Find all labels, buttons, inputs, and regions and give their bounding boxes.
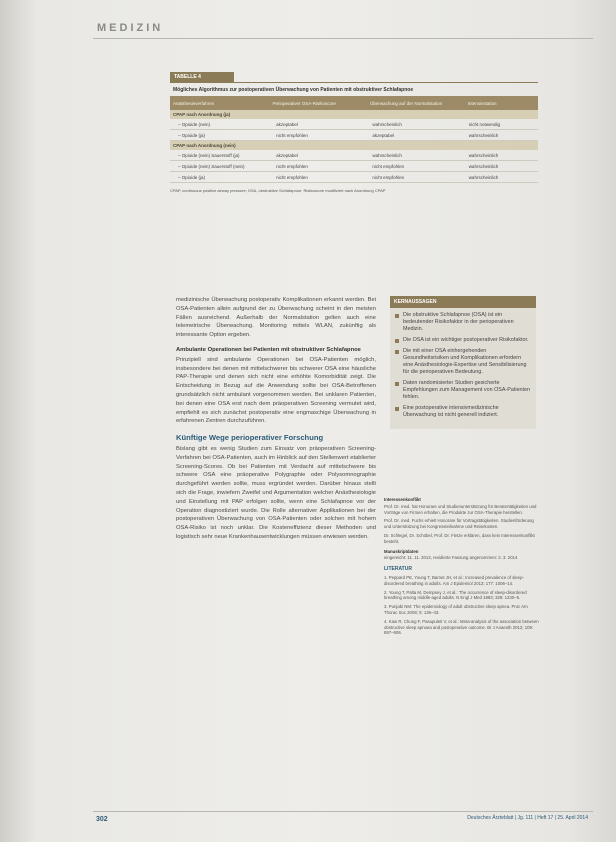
table-col-header: Überwachung auf der Normalstation — [370, 100, 443, 106]
manuscript-dates: eingereicht: 11. 11. 2013, revidierte Fassung angenommen: 2. 3. 2014 — [384, 555, 518, 561]
section-header: MEDIZIN — [97, 22, 164, 34]
table-cell: wahrscheinlich — [468, 152, 499, 158]
table-row — [170, 161, 538, 172]
table-group-label: CPAP nach Anordnung (nein) — [170, 141, 538, 150]
table-title: Mögliches Algorithmus zur postoperativen Überwachung von Patienten mit obstruktiver Schlafapnoe — [170, 82, 538, 96]
notes-column — [384, 493, 540, 639]
table-cell: – Opioide (ja) — [178, 132, 206, 138]
list-item: Eine postoperative intensivmedizinische Überwachung ist nicht generell indiziert. — [395, 405, 532, 419]
table-cell: nicht empfohlen — [372, 163, 405, 169]
table-row — [170, 172, 538, 183]
table-footnote: CPAP, continuous positive airway pressure; OSA, obstruktive Schlafapnoe; Risikoscore modifiziert nach Anordnung CPAP — [170, 188, 386, 193]
conflict-text: Dr. Schlegel, Dr. Schöbel, Prof. Dr. Fietze erklären, dass kein Interessenkonflikt besteht. — [384, 532, 535, 544]
table-cell: – Opioide (nein) — [178, 121, 211, 127]
footer-rule — [93, 811, 593, 812]
table-cell: wahrscheinlich — [372, 152, 402, 158]
table-cell: wahrscheinlich — [372, 121, 402, 127]
literature-list — [384, 575, 540, 636]
body-paragraph: Prinzipiell sind ambulante Operationen bei OSA-Patienten möglich, insbesondere bei denen mit mittelschwerer bis schwerer OSA eine häusliche PAP-Therapie und denen sich nicht eine erhöhte Komorbidität zeigt. Die Entscheidung in Bezug auf die Anwendung sollte bei OSA-Betroffenen grundsätzlich nicht ambulant vorgenommen werden. Bei unklaren Patienten, bei denen eine OSA erst nach dem präoperativen Screening vermutet wird, empfiehlt es sich zunächst postoperativ eine engmaschige Überwachung in erfahrenen Zentren durchzuführen. — [176, 356, 376, 425]
table-cell: wahrscheinlich — [468, 132, 499, 138]
subheading: Ambulante Operationen bei Patienten mit obstruktiver Schlafapnoe — [176, 346, 361, 353]
page-number: 302 — [96, 816, 108, 823]
table-cell: – Opioide (ja) — [178, 174, 206, 180]
literature-item: 4. Kaw R, Chung F, Pasupuleti V, et al.: Meta-analysis of the association between obstructive sleep apnoea and postoperative outcome. Br J Anaesth 2012; 109: 897–906. — [384, 618, 539, 636]
table-cell: nicht notwendig — [468, 121, 500, 127]
conflict-text: Prof. Dr. med. Fuchs erhielt Honorare für Vortragstätigkeiten. Studienförderung und Unterstützung bei Kongressteilnahme und Reisekosten. — [384, 518, 534, 530]
list-item: Die obstruktive Schlafapnoe (OSA) ist ein bedeutender Risikofaktor in der perioperativen Medizin. — [395, 312, 532, 333]
table-cell: wahrscheinlich — [468, 174, 499, 180]
table-row — [170, 130, 538, 141]
table-cell: akzeptabel — [372, 132, 395, 138]
literature-item: 3. Punjabi NM: The epidemiology of adult obstructive sleep apnea. Proc Am Thorac Soc 2008; 5: 136–43. — [384, 604, 528, 615]
key-messages-box — [390, 296, 536, 429]
list-item: Die mit einer OSA einhergehenden Gesundheitsrisiken und Komplikationen erfordern eine Anästhesiologie-Expertise und Sensibilisierung für die perioperativen Bedeutung. — [395, 348, 532, 376]
literature-item: 2. Young T, Palta M, Dempsey J, et al.: The occurrence of sleep-disordered breathing among middle-aged adults. N Engl J Med 1993; 328: 1230–5. — [384, 589, 527, 601]
table-cell: nicht empfohlen — [276, 163, 308, 169]
body-paragraph: medizinische Überwachung postoperativ Komplikationen erkannt werden. Bei OSA-Patienten allein aufgrund der zu Überwachung scheint in den meisten Fällen ausreichend. Außerhalb der Normalstation gelten auch eine telemetrische Überwachung. Monitoring mittels WLAN, zukünftig als interessante Option ergeben. — [176, 297, 376, 339]
table-cell: wahrscheinlich — [468, 163, 499, 169]
body-column — [176, 296, 376, 548]
conflict-text: Prof. Dr. med. hat Honorare und Studienunterstützung für Beratertätigkeiten und Vorträge von Firmen erhalten, die Produkte zur OSA-Therapie herstellen. — [384, 503, 537, 515]
table-group-label: CPAP nach Anordnung (ja) — [170, 110, 538, 119]
conflict-heading: Interessenkonflikt — [384, 497, 421, 502]
table-col-header: Intensivstation — [467, 100, 497, 106]
table-cell: akzeptabel — [276, 152, 298, 158]
table-cell: – Opioide (nein) Sauerstoff (nein) — [178, 163, 245, 169]
table-row — [170, 119, 538, 130]
literature-item: 1. Peppard PE, Young T, Barnet JH, et al.: Increased prevalence of sleep-disordered breathing in adults. Am J Epidemiol 2013; 177: 1006–14. — [384, 574, 524, 586]
table-col-header: Anästhesieverfahren — [173, 100, 215, 106]
key-messages-heading: KERNAUSSAGEN — [390, 296, 536, 308]
table-cell: nicht empfohlen — [276, 132, 308, 138]
table-cell: nicht empfohlen — [276, 174, 308, 180]
list-item: Die OSA ist ein wichtiger postoperativer Risikofaktor. — [395, 337, 532, 344]
table-cell: nicht empfohlen — [372, 174, 405, 180]
list-item: Daten randomisierter Studien gesicherte Empfehlungen zum Management von OSA-Patienten fehlen. — [395, 380, 532, 401]
table-4 — [170, 72, 538, 193]
journal-reference: Deutsches Ärzteblatt | Jg. 111 | Heft 17 | 25. April 2014 — [467, 815, 588, 821]
table-cell: akzeptabel — [276, 121, 298, 127]
body-paragraph: Bislang gibt es wenig Studien zum Einsatz von präoperativen Screening-Verfahren bei OSA-Patienten, auch im Hinblick auf den Stellenwert etablierter Screening-Scores. Ob bei Patienten mit Verdacht auf mittelschwere bis schwere OSA eine präoperative Polygraphie oder Polysomnographie durchgeführt werden sollte, muss ergründet werden. Darüber hinaus stellt sich die Frage, inwiefern Zweifel und Argumentation welcher Anästhesiologie und Einstellung mit PAP erfolgen sollte, wenn eine Schlafapnoe vor der Operation diagnostiziert wurde. Die Rolle alternativer Applikationen bei der postoperativen Überwachung von OSA-Patienten oder solchen mit hohem OSA-Risiko ist noch unklar. Die Kosteneffizienz dieser Methoden und logistisch sehr neue Krankenhausentwicklungen müssen erwiesen werden. — [176, 445, 376, 540]
manuscript-heading: Manuskriptdaten — [384, 548, 419, 554]
table-cell: – Opioide (nein) Sauerstoff (ja) — [178, 152, 240, 158]
literature-heading: LITERATUR — [384, 566, 412, 573]
table-row — [170, 150, 538, 161]
table-col-header: Perioperativer OSA-Risikoscore — [272, 100, 337, 106]
table-tag: TABELLE 4 — [170, 72, 234, 82]
section-heading: Künftige Wege perioperativer Forschung — [176, 433, 324, 443]
header-rule — [93, 38, 593, 39]
key-messages-list — [390, 308, 536, 419]
table-header-row — [170, 96, 538, 110]
